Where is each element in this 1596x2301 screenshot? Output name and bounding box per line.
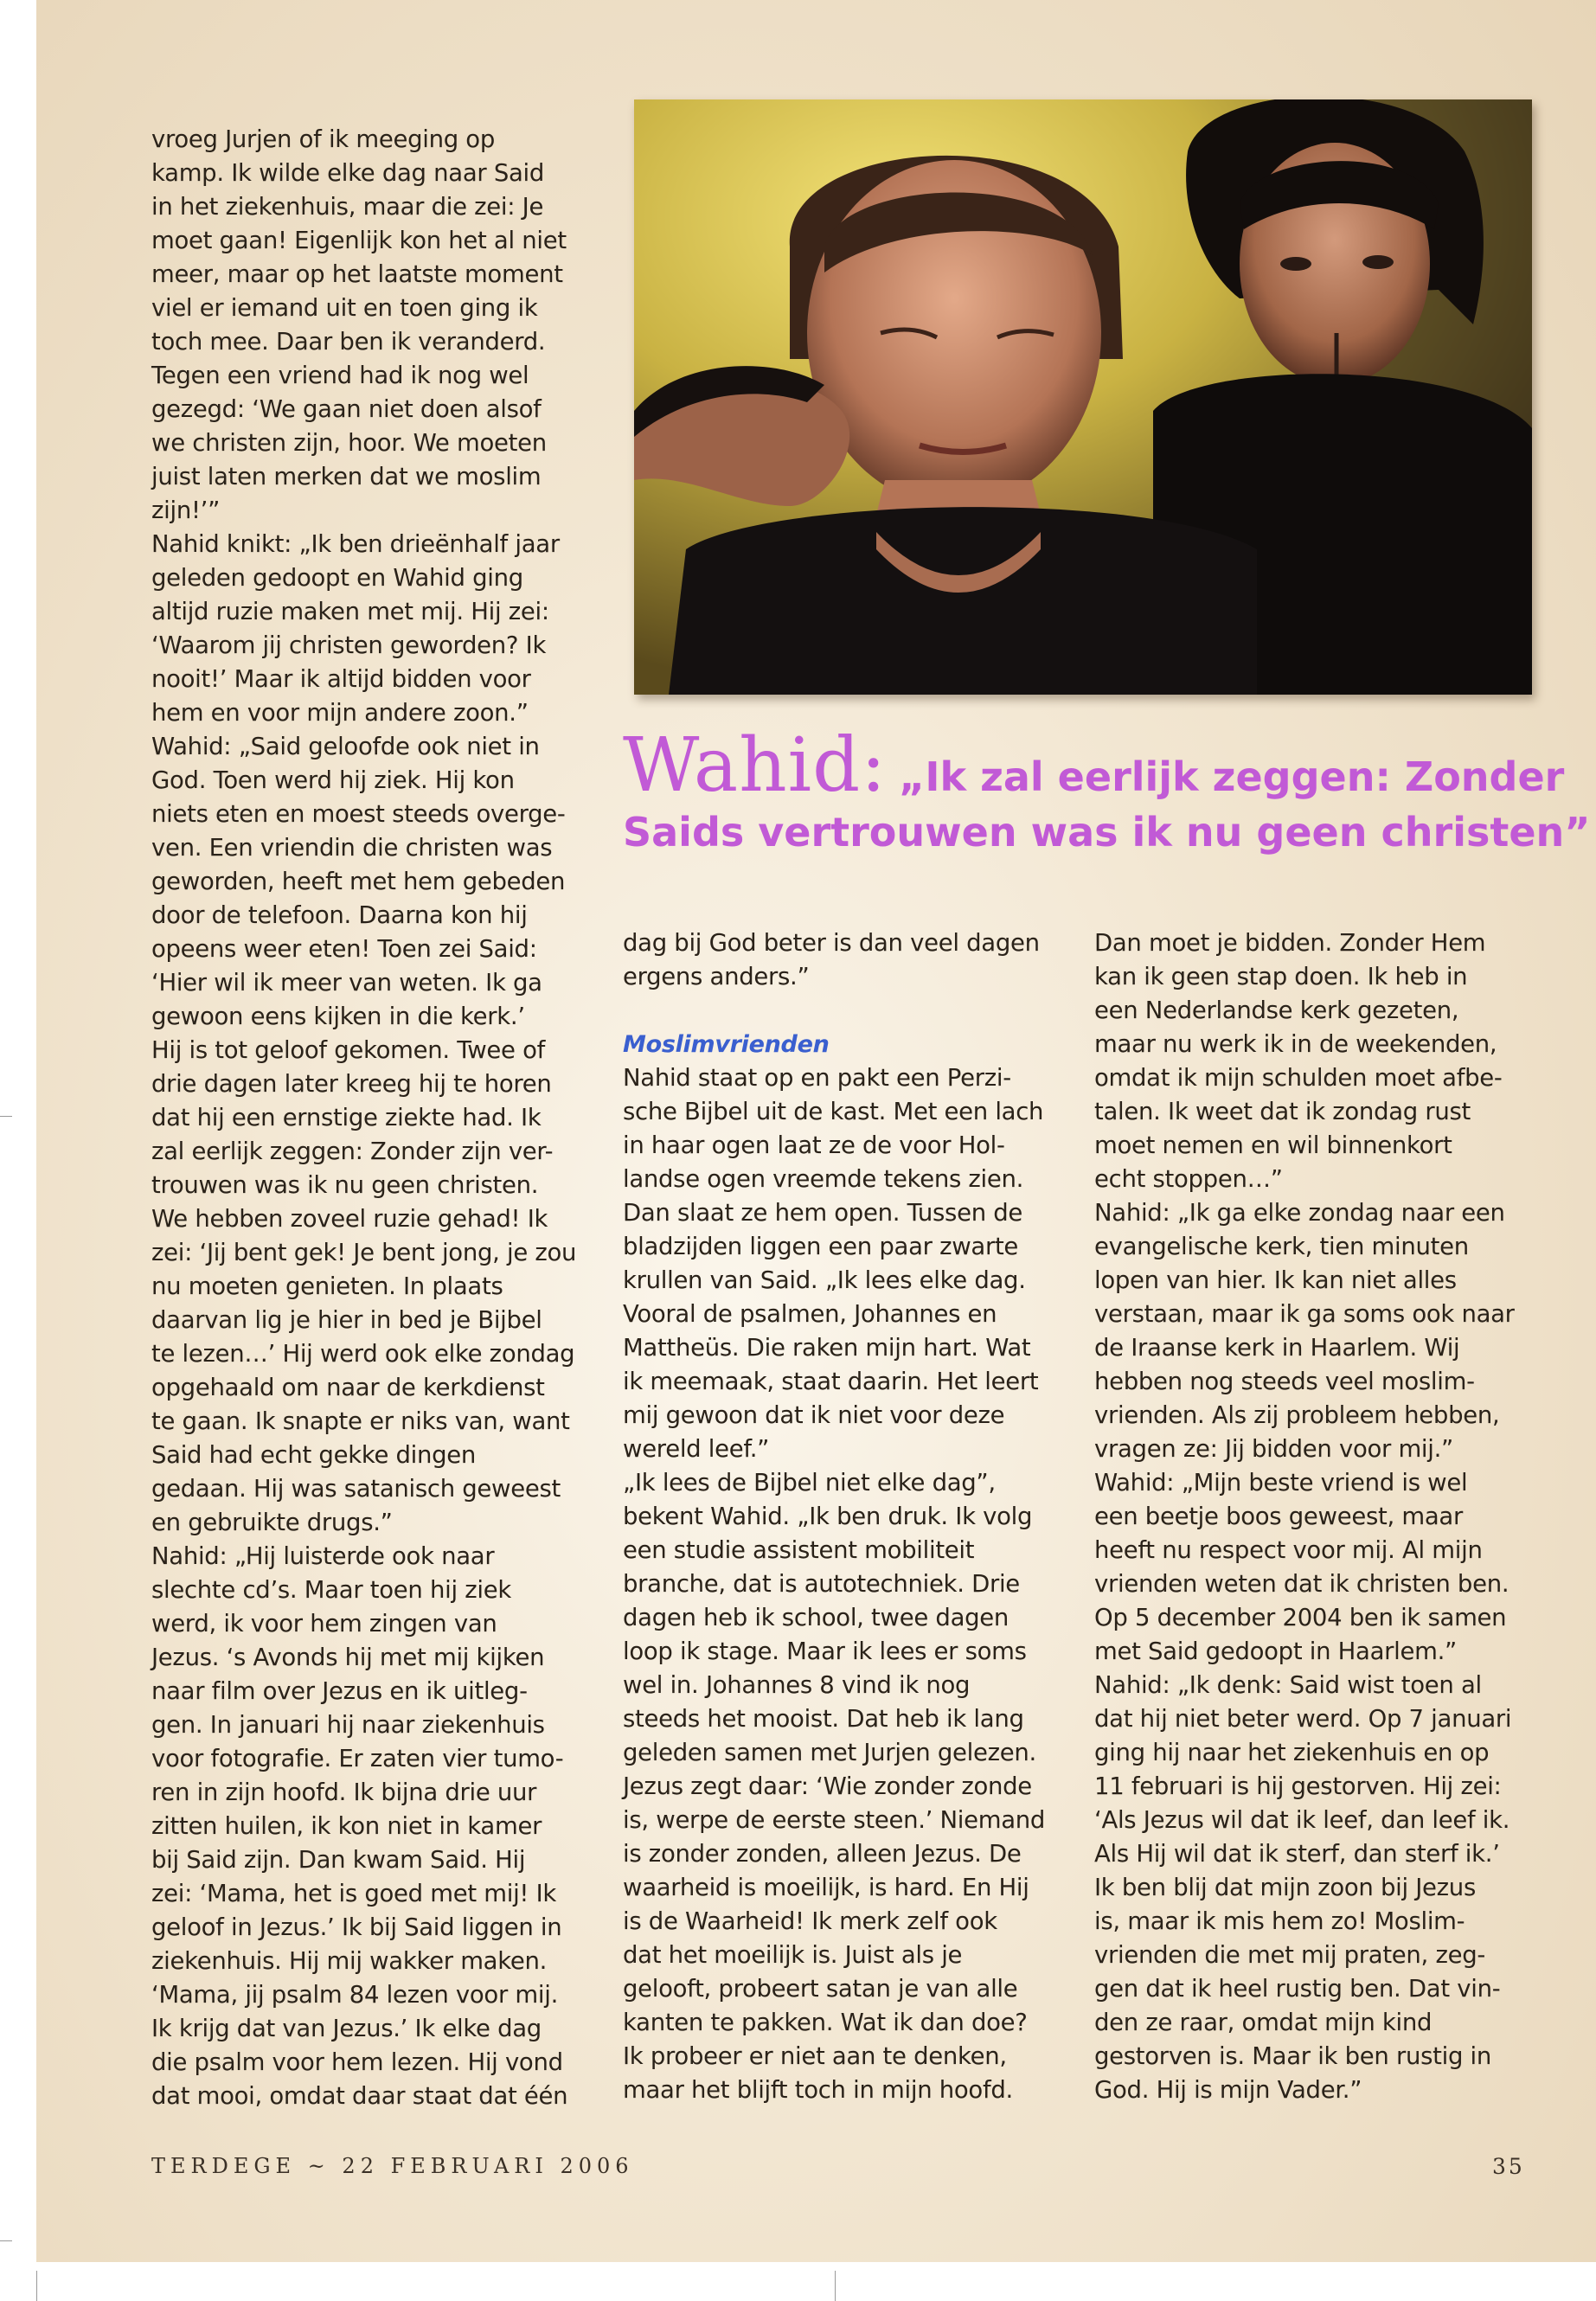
text-line: „Ik lees de Bijbel niet elke dag”, (623, 1469, 996, 1497)
text-line: God. Toen werd hij ziek. Hij kon (151, 766, 515, 794)
text-line: Said had echt gekke dingen (151, 1441, 477, 1469)
text-line: zal eerlijk zeggen: Zonder zijn ver- (151, 1138, 554, 1165)
text-line: met Said gedoopt in Haarlem.” (1094, 1638, 1457, 1665)
text-line: gedaan. Hij was satanisch geweest (151, 1475, 561, 1503)
text-line: hebben nog steeds veel moslim- (1094, 1368, 1475, 1395)
paragraph-gap (623, 994, 1064, 1028)
text-line: dat hij een ernstige ziekte had. Ik (151, 1104, 542, 1131)
text-line: Jezus. ‘s Avonds hij met mij kijken (151, 1644, 545, 1671)
text-line: in het ziekenhuis, maar die zei: Je (151, 193, 544, 221)
text-line: ‘Als Jezus wil dat ik leef, dan leef ik. (1094, 1806, 1510, 1834)
text-line: Nahid: „Hij luisterde ook naar (151, 1542, 495, 1570)
text-line: altijd ruzie maken met mij. Hij zei: (151, 598, 549, 625)
text-line: vrienden die met mij praten, zeg- (1094, 1941, 1485, 1969)
text-line: gewoon eens kijken in die kerk.’ (151, 1003, 525, 1030)
text-line: hem en voor mijn andere zoon.” (151, 699, 529, 727)
text-line: trouwen was ik nu geen christen. (151, 1171, 539, 1199)
footer-publication: TERDEGE ~ 22 FEBRUARI 2006 (151, 2154, 634, 2178)
text-line: ven. Een vriendin die christen was (151, 834, 553, 862)
text-line: dat hij niet beter werd. Op 7 januari (1094, 1705, 1512, 1733)
text-line: Ik ben blij dat mijn zoon bij Jezus (1094, 1874, 1476, 1901)
text-line: zijn!’” (151, 497, 221, 524)
text-line: omdat ik mijn schulden moet afbe- (1094, 1064, 1503, 1092)
subheading-moslimvrienden: Moslimvrienden (623, 1031, 830, 1058)
text-line: Nahid: „Ik ga elke zondag naar een (1094, 1199, 1505, 1227)
text-line: Dan slaat ze hem open. Tussen de (623, 1199, 1023, 1227)
text-line: landse ogen vreemde tekens zien. (623, 1165, 1024, 1193)
text-line: ‘Waarom jij christen geworden? Ik (151, 631, 547, 659)
text-line: verstaan, maar ik ga soms ook naar (1094, 1300, 1515, 1328)
text-line: daarvan lig je hier in bed je Bijbel (151, 1306, 542, 1334)
text-line: Tegen een vriend had ik nog wel (151, 362, 529, 389)
text-line: zitten huilen, ik kon niet in kamer (151, 1812, 542, 1840)
text-line: ik meemaak, staat daarin. Het leert (623, 1368, 1039, 1395)
text-line: zei: ‘Jij bent gek! Je bent jong, je zou (151, 1239, 577, 1266)
text-line: bekent Wahid. „Ik ben druk. Ik volg (623, 1503, 1033, 1530)
text-line: viel er iemand uit en toen ging ik (151, 294, 538, 322)
text-column-right (1094, 926, 1544, 2107)
text-line: Nahid knikt: „Ik ben drieënhalf jaar (151, 530, 560, 558)
text-line: werd, ik voor hem zingen van (151, 1610, 497, 1638)
text-line: dat het moeilijk is. Juist als je (623, 1941, 963, 1969)
text-line: gen dat ik heel rustig ben. Dat vin- (1094, 1975, 1501, 2003)
text-line: Hij is tot geloof gekomen. Twee of (151, 1036, 546, 1064)
text-line: ziekenhuis. Hij mij wakker maken. (151, 1947, 548, 1975)
text-line: dat mooi, omdat daar staat dat één (151, 2082, 568, 2110)
text-line: is, werpe de eerste steen.’ Niemand (623, 1806, 1046, 1834)
text-line: te lezen…’ Hij werd ook elke zondag (151, 1340, 575, 1368)
text-line: steeds het mooist. Dat heb ik lang (623, 1705, 1024, 1733)
text-line: die psalm voor hem lezen. Hij vond (151, 2048, 563, 2076)
text-line: gezegd: ‘We gaan niet doen alsof (151, 395, 542, 423)
text-line: nooit!’ Maar ik altijd bidden voor (151, 665, 531, 693)
text-line: dagen heb ik school, twee dagen (623, 1604, 1010, 1631)
text-line: voor fotografie. Er zaten vier tumo- (151, 1745, 564, 1772)
text-line: geleden samen met Jurjen gelezen. (623, 1739, 1036, 1766)
text-line: waarheid is moeilijk, is hard. En Hij (623, 1874, 1029, 1901)
text-line: slechte cd’s. Maar toen hij ziek (151, 1576, 511, 1604)
text-line: evangelische kerk, tien minuten (1094, 1233, 1469, 1260)
text-line: ergens anders.” (623, 963, 810, 990)
text-line: is, maar ik mis hem zo! Moslim- (1094, 1907, 1465, 1935)
text-line: zei: ‘Mama, het is goed met mij! Ik (151, 1880, 557, 1907)
text-line: vrienden weten dat ik christen ben. (1094, 1570, 1509, 1598)
text-line: bij Said zijn. Dan kwam Said. Hij (151, 1846, 526, 1874)
photo-illustration (634, 99, 1532, 695)
crop-mark-bottom-mid (835, 2271, 836, 2301)
text-line: gelooft, probeert satan je van alle (623, 1975, 1018, 2003)
text-line: juist laten merken dat we moslim (151, 463, 542, 490)
text-line: ging hij naar het ziekenhuis en op (1094, 1739, 1490, 1766)
text-line: Jezus zegt daar: ‘Wie zonder zonde (623, 1772, 1032, 1800)
text-line: en gebruikte drugs.” (151, 1509, 393, 1536)
text-line: bladzijden liggen een paar zwarte (623, 1233, 1019, 1260)
text-column-middle (623, 926, 1064, 2107)
text-line: vroeg Jurjen of ik meeging op (151, 125, 495, 153)
text-line: mij gewoon dat ik niet voor deze (623, 1401, 1005, 1429)
text-line: we christen zijn, hoor. We moeten (151, 429, 547, 457)
text-line: gen. In januari hij naar ziekenhuis (151, 1711, 545, 1739)
text-line: sche Bijbel uit de kast. Met een lach (623, 1098, 1044, 1125)
text-line: krullen van Said. „Ik lees elke dag. (623, 1266, 1026, 1294)
crop-mark-left-mid (0, 1116, 12, 1117)
headline-quote-line1: „Ik zal eerlijk zeggen: Zonder (899, 753, 1565, 800)
text-line: Mattheüs. Die raken mijn hart. Wat (623, 1334, 1031, 1362)
text-line: ‘Mama, jij psalm 84 lezen voor mij. (151, 1981, 559, 2009)
text-line: wel in. Johannes 8 vind ik nog (623, 1671, 971, 1699)
text-line: 11 februari is hij gestorven. Hij zei: (1094, 1772, 1502, 1800)
headline (623, 722, 1591, 856)
text-line: Ik krijg dat van Jezus.’ Ik elke dag (151, 2015, 542, 2042)
text-line: We hebben zoveel ruzie gehad! Ik (151, 1205, 548, 1233)
crop-mark-left-bottom (0, 2240, 12, 2241)
text-line: Als Hij wil dat ik sterf, dan sterf ik.’ (1094, 1840, 1500, 1868)
text-line: in haar ogen laat ze de voor Hol- (623, 1131, 1005, 1159)
text-line: de Iraanse kerk in Haarlem. Wij (1094, 1334, 1460, 1362)
text-line: is zonder zonden, alleen Jezus. De (623, 1840, 1022, 1868)
article-photo (634, 99, 1532, 695)
text-line: naar film over Jezus en ik uitleg- (151, 1677, 528, 1705)
text-line: Nahid staat op en pakt een Perzi- (623, 1064, 1011, 1092)
text-line: te gaan. Ik snapte er niks van, want (151, 1407, 570, 1435)
text-line: drie dagen later kreeg hij te horen (151, 1070, 552, 1098)
text-line: een Nederlandse kerk gezeten, (1094, 997, 1459, 1024)
text-line: vragen ze: Jij bidden voor mij.” (1094, 1435, 1453, 1463)
text-line: Op 5 december 2004 ben ik samen (1094, 1604, 1507, 1631)
text-line: Nahid: „Ik denk: Said wist toen al (1094, 1671, 1482, 1699)
text-line: opeens weer eten! Toen zei Said: (151, 935, 537, 963)
text-line: geleden gedoopt en Wahid ging (151, 564, 523, 592)
text-line: Ik probeer er niet aan te denken, (623, 2042, 1007, 2070)
text-line: toch mee. Daar ben ik veranderd. (151, 328, 546, 356)
crop-mark-bottom-left (36, 2271, 37, 2301)
text-line: dag bij God beter is dan veel dagen (623, 929, 1040, 957)
text-line: ren in zijn hoofd. Ik bijna drie uur (151, 1779, 537, 1806)
text-line: Dan moet je bidden. Zonder Hem (1094, 929, 1486, 957)
text-line: den ze raar, omdat mijn kind (1094, 2009, 1433, 2036)
text-line: echt stoppen…” (1094, 1165, 1283, 1193)
text-line: opgehaald om naar de kerkdienst (151, 1374, 545, 1401)
text-line: een studie assistent mobiliteit (623, 1536, 975, 1564)
text-line: heeft nu respect voor mij. Al mijn (1094, 1536, 1483, 1564)
footer-page-number: 35 (1492, 2154, 1525, 2179)
text-line: vrienden. Als zij probleem hebben, (1094, 1401, 1500, 1429)
text-line: een beetje boos geweest, maar (1094, 1503, 1463, 1530)
text-line: geloof in Jezus.’ Ik bij Said liggen in (151, 1913, 562, 1941)
text-line: loop ik stage. Maar ik lees er soms (623, 1638, 1027, 1665)
text-line: moet nemen en wil binnenkort (1094, 1131, 1452, 1159)
text-line: Vooral de psalmen, Johannes en (623, 1300, 997, 1328)
text-column-left (151, 123, 593, 2113)
text-line: nu moeten genieten. In plaats (151, 1272, 503, 1300)
text-line: Wahid: „Said geloofde ook niet in (151, 733, 540, 760)
text-line: geworden, heeft met hem gebeden (151, 868, 566, 895)
text-line: maar nu werk ik in de weekenden, (1094, 1030, 1497, 1058)
text-line: branche, dat is autotechniek. Drie (623, 1570, 1020, 1598)
text-line: moet gaan! Eigenlijk kon het al niet (151, 227, 567, 254)
text-line: ‘Hier wil ik meer van weten. Ik ga (151, 969, 542, 997)
text-line: lopen van hier. Ik kan niet alles (1094, 1266, 1457, 1294)
text-line: talen. Ik weet dat ik zondag rust (1094, 1098, 1471, 1125)
text-line: kanten te pakken. Wat ik dan doe? (623, 2009, 1028, 2036)
text-line: gestorven is. Maar ik ben rustig in (1094, 2042, 1492, 2070)
headline-speaker: Wahid: (623, 722, 888, 809)
text-line: door de telefoon. Daarna kon hij (151, 901, 528, 929)
text-line: is de Waarheid! Ik merk zelf ook (623, 1907, 997, 1935)
text-line: niets eten en moest steeds overge- (151, 800, 566, 828)
text-line: kamp. Ik wilde elke dag naar Said (151, 159, 545, 187)
text-line: God. Hij is mijn Vader.” (1094, 2076, 1362, 2104)
headline-quote-line2: Saids vertrouwen was ik nu geen christen” (623, 809, 1591, 856)
text-line: maar het blijft toch in mijn hoofd. (623, 2076, 1013, 2104)
text-line: Wahid: „Mijn beste vriend is wel (1094, 1469, 1468, 1497)
text-line: meer, maar op het laatste moment (151, 260, 563, 288)
text-line: wereld leef.” (623, 1435, 770, 1463)
text-line: kan ik geen stap doen. Ik heb in (1094, 963, 1468, 990)
